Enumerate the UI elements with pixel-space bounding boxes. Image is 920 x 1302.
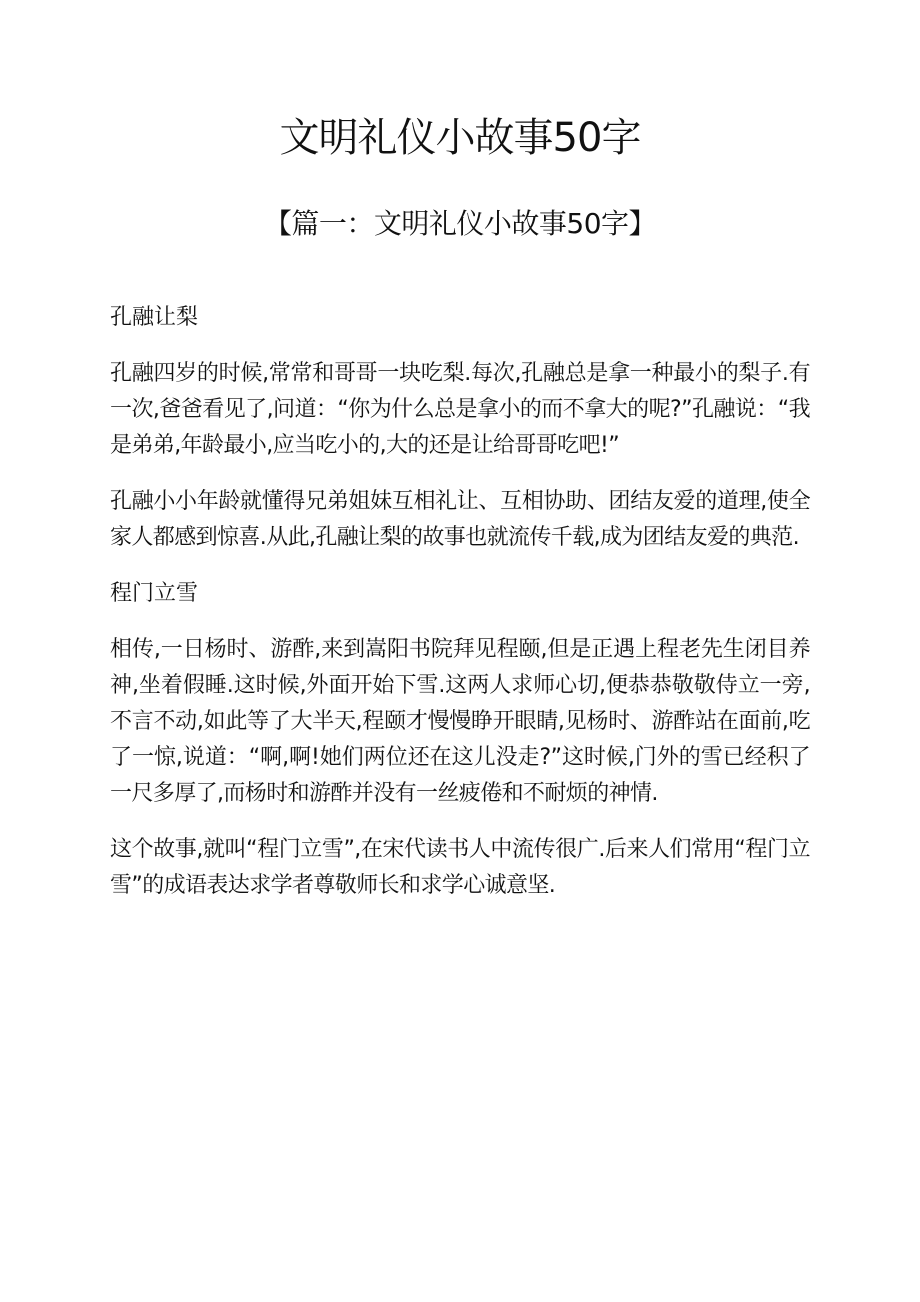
document-body (110, 244, 810, 904)
story-heading: 孔融让梨 (110, 305, 199, 330)
story-paragraph: 孔融小小年龄就懂得兄弟姐妹互相礼让、互相协助、团结友爱的道理,使全家人都感到惊喜.从此,孔融让梨的故事也就流传千载,成为团结友爱的典范. (110, 489, 810, 550)
document-title: 文明礼仪小故事50字 (279, 115, 641, 161)
story-paragraph: 这个故事,就叫“程门立雪”,在宋代读书人中流传很广.后来人们常用“程门立雪”的成语表达求学者尊敬师长和求学心诚意坚. (110, 837, 810, 898)
story-section (110, 576, 810, 904)
story-paragraph: 相传,一日杨时、游酢,来到嵩阳书院拜见程颐,但是正遇上程老先生闭目养神,坐着假睡.这时候,外面开始下雪.这两人求师心切,便恭恭敬敬侍立一旁,不言不动,如此等了大半天,程颐才慢慢睁开眼睛,见杨时、游酢站在面前,吃了一惊,说道：“啊,啊!她们两位还在这儿没走?”这时候,门外的雪已经积了一尺多厚了,而杨时和游酢并没有一丝疲倦和不耐烦的神情. (110, 637, 810, 806)
story-section (110, 300, 810, 556)
document-subtitle: 【篇一：文明礼仪小故事50字】 (263, 207, 657, 240)
story-paragraph: 孔融四岁的时候,常常和哥哥一块吃梨.每次,孔融总是拿一种最小的梨子.有一次,爸爸看见了,问道：“你为什么总是拿小的而不拿大的呢?”孔融说：“我是弟弟,年龄最小,应当吃小的,大的还是让给哥哥吃吧!” (110, 361, 810, 458)
story-heading: 程门立雪 (110, 581, 199, 606)
